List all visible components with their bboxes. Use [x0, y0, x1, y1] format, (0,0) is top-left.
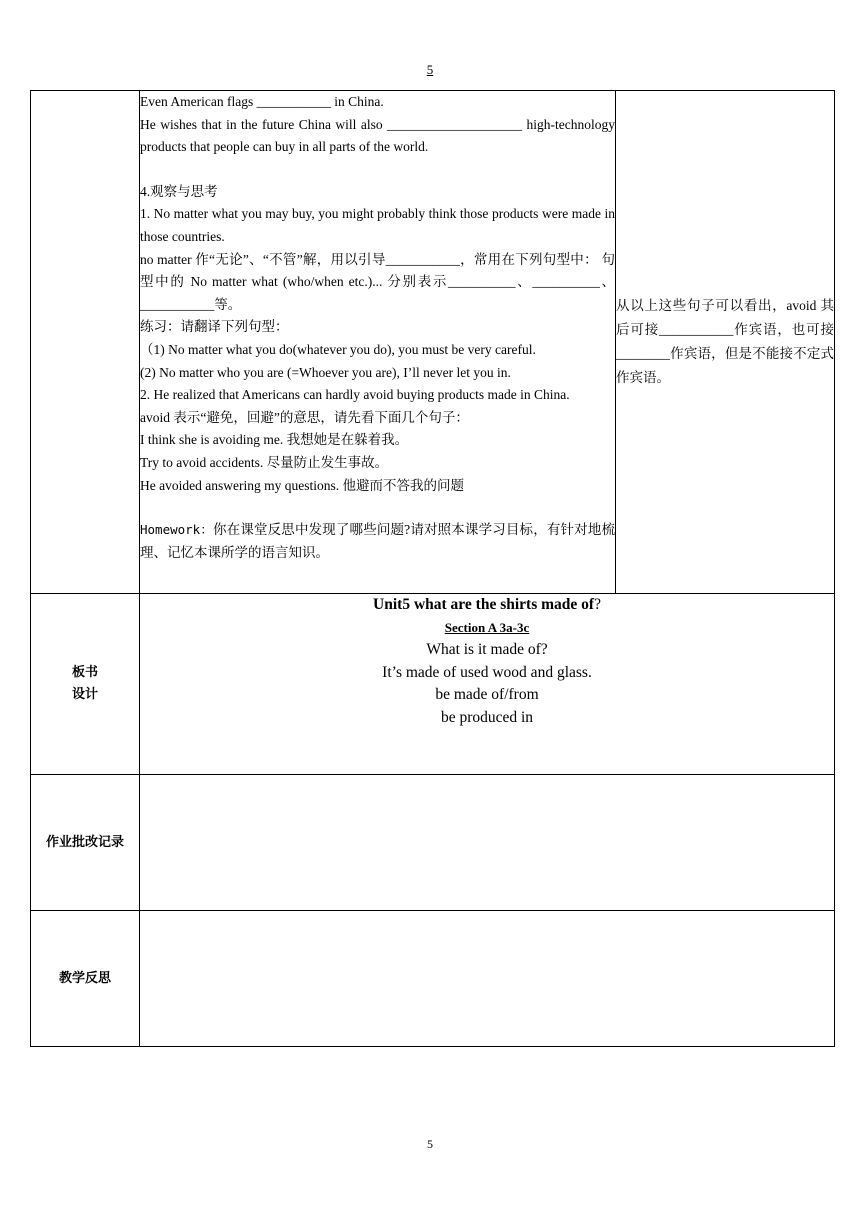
lesson-content	[140, 91, 616, 594]
board-title	[140, 594, 834, 617]
lesson-row	[31, 91, 835, 594]
reflection-row	[31, 911, 835, 1047]
lesson-line: (2) No matter who you are (=Whoever you are), I’ll never let you in.	[140, 364, 511, 380]
lesson-label-cell	[31, 91, 140, 594]
lesson-plan-table	[30, 90, 835, 1047]
board-label	[31, 594, 140, 775]
lesson-line: 1. No matter what you may buy, you might probably think those products were made in those countries.	[140, 206, 615, 244]
lesson-line: He avoided answering my questions. 他避而不答我的问题	[140, 477, 464, 493]
board-row	[31, 594, 835, 775]
lesson-line: 练习：请翻译下列句型：	[140, 319, 289, 335]
lesson-line: I think she is avoiding me. 我想她是在躲着我。	[140, 432, 409, 448]
board-label-line: 设计	[71, 687, 98, 702]
lesson-line: Try to avoid accidents. 尽量防止发生事故。	[140, 454, 389, 470]
reflection-label: 教学反思	[31, 911, 140, 1047]
board-line: It’s made of used wood and glass.	[382, 663, 592, 681]
lesson-line: He wishes that in the future China will also ____________________ high-technology products that people can buy in all parts of the world.	[140, 116, 615, 155]
lesson-line: 2. He realized that Americans can hardly avoid buying products made in China.	[140, 387, 570, 403]
lesson-line: no matter 作“无论”、“不管”解，用以引导___________，常用在下列句型中： 句型中的 No matter what (who/when etc.)... 分别表示__________、__________、___________等。	[140, 251, 615, 312]
homework-record-row	[31, 775, 835, 911]
lesson-line: 4.观察与思考	[140, 183, 218, 199]
homework-record-cell[interactable]	[140, 775, 835, 911]
page-number-bottom: 5	[427, 1137, 433, 1151]
board-design	[140, 594, 835, 775]
board-line: What is it made of?	[426, 641, 548, 659]
board-line: be produced in	[440, 708, 534, 726]
homework-label: Homework：	[140, 522, 214, 538]
page-number-top: 5	[426, 62, 434, 77]
lesson-line: （1) No matter what you do(whatever you do), you must be very careful.	[140, 341, 536, 357]
lesson-line: Even American flags ___________ in China.	[140, 94, 384, 109]
lesson-line: avoid 表示“避免，回避”的意思，请先看下面几个句子：	[140, 409, 469, 425]
blank-line	[140, 159, 615, 181]
board-label-line: 板书	[71, 665, 98, 680]
board-subtitle: Section A 3a-3c	[444, 619, 530, 635]
homework-paragraph	[140, 519, 615, 564]
reflection-cell[interactable]	[140, 911, 835, 1047]
side-note: 从以上这些句子可以看出，avoid 其后可接___________作宾语，也可接________作宾语，但是不能接不定式作宾语。	[616, 91, 835, 594]
homework-text: 你在课堂反思中发现了哪些问题?请对照本课学习目标，有针对地梳理、记忆本课所学的语言知识。	[140, 522, 615, 560]
blank-line	[140, 497, 615, 519]
board-title-text: Unit5 what are the shirts made of	[373, 596, 595, 613]
board-line: be made of/from	[435, 686, 539, 704]
homework-record-label: 作业批改记录	[31, 775, 140, 911]
board-title-mark: ?	[594, 596, 601, 613]
